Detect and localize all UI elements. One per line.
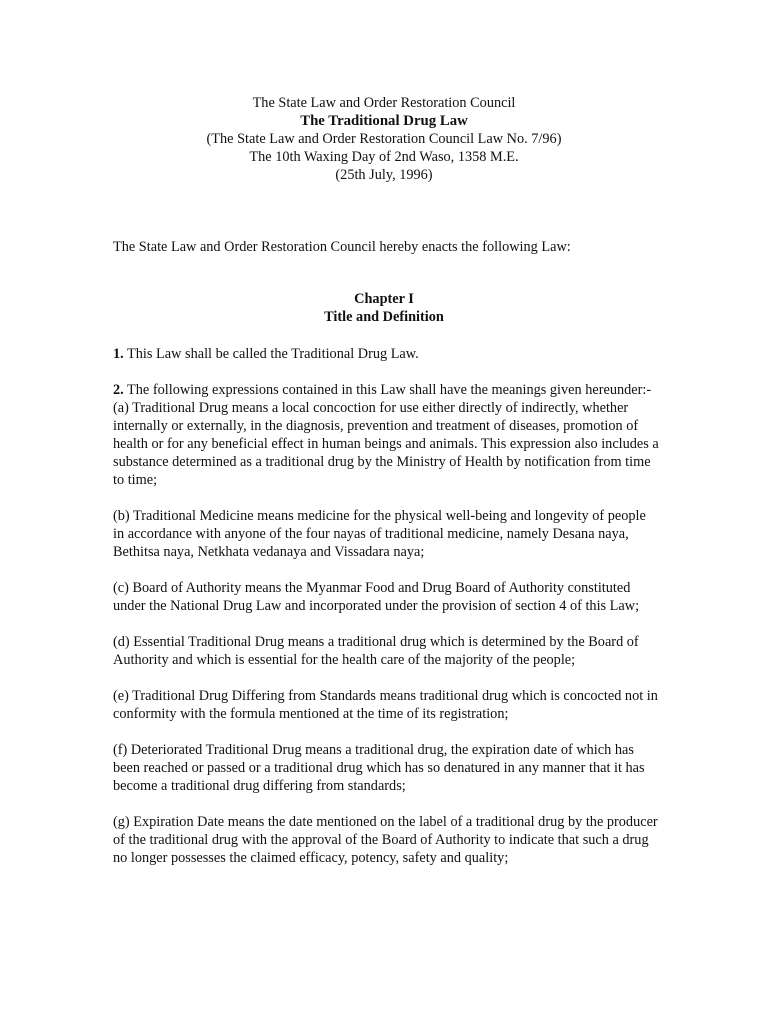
definition-e: (e) Traditional Drug Differing from Standards means traditional drug which is concocted not in conformity with the formula mentioned at the time of its registration; bbox=[113, 688, 658, 722]
section-1-number: 1. bbox=[113, 346, 124, 362]
chapter-title: Title and Definition bbox=[324, 309, 444, 325]
definition-f: (f) Deteriorated Traditional Drug means a traditional drug, the expiration date of which has been reached or passed or a traditional drug which has so denatured in any manner that it has become a traditional drug differing from standards; bbox=[113, 742, 645, 794]
section-2 bbox=[113, 381, 659, 399]
definition-c: (c) Board of Authority means the Myanmar Food and Drug Board of Authority constituted under the National Drug Law and incorporated under the provision of section 4 of this Law; bbox=[113, 580, 640, 614]
definition-g: (g) Expiration Date means the date mentioned on the label of a traditional drug by the producer of the traditional drug with the approval of the Board of Authority to indicate that such a drug no longer possesses the claimed efficacy, potency, safety and quality; bbox=[113, 814, 658, 866]
section-1-text: This Law shall be called the Traditional Drug Law. bbox=[123, 346, 419, 362]
gregorian-date: (25th July, 1996) bbox=[335, 167, 433, 183]
section-1 bbox=[113, 345, 659, 363]
myanmar-date: The 10th Waxing Day of 2nd Waso, 1358 M.E. bbox=[249, 149, 519, 165]
law-title: The Traditional Drug Law bbox=[300, 113, 468, 129]
definition-a: (a) Traditional Drug means a local concoction for use either directly of indirectly, whether internally or externally, in the diagnosis, prevention and treatment of diseases, promotion of health or for any beneficial effect in human beings and animals. This expression also includes a substance determined as a traditional drug by the Ministry of Health by notification from time to time; bbox=[113, 400, 659, 488]
document-header bbox=[0, 94, 768, 184]
section-2-text: The following expressions contained in this Law shall have the meanings given hereunder:- bbox=[123, 382, 652, 398]
chapter-number: Chapter I bbox=[354, 291, 414, 307]
enactment-statement: The State Law and Order Restoration Council hereby enacts the following Law: bbox=[113, 239, 571, 255]
section-2-number: 2. bbox=[113, 382, 124, 398]
definition-d: (d) Essential Traditional Drug means a traditional drug which is determined by the Board of Authority and which is essential for the health care of the majority of the people; bbox=[113, 634, 639, 668]
law-number: (The State Law and Order Restoration Council Law No. 7/96) bbox=[206, 131, 562, 147]
law-body bbox=[113, 345, 659, 885]
definition-b: (b) Traditional Medicine means medicine for the physical well-being and longevity of people in accordance with anyone of the four nayas of traditional medicine, namely Desana naya, Bethitsa naya, Netkhata vedanaya and Vissadara naya; bbox=[113, 508, 646, 560]
council-name: The State Law and Order Restoration Council bbox=[252, 95, 516, 111]
chapter-heading bbox=[0, 290, 768, 326]
